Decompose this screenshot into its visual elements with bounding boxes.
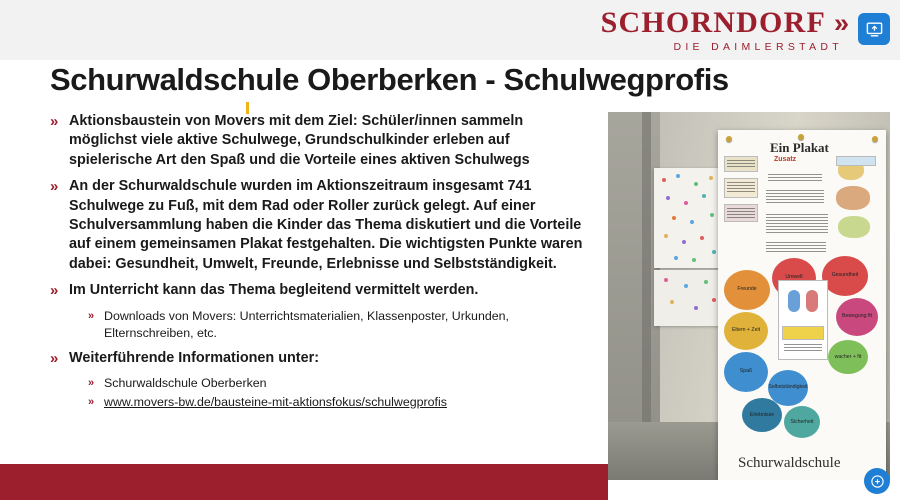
- bullet-marker-icon: »: [88, 396, 95, 409]
- poster-title: Ein Plakat: [770, 140, 829, 155]
- bullet-marker-icon: »: [50, 349, 59, 367]
- logo-wordmark: SCHORNDORF: [600, 6, 826, 39]
- poster-blob-label: Gesundheit: [831, 272, 859, 278]
- confetti-sheet-upper: [654, 168, 722, 268]
- poster-blob-label: Selbstständigkeit: [768, 384, 808, 391]
- list-item-text: Aktionsbaustein von Movers mit dem Ziel: Schüler/innen sammeln möglichst viele aktive Schulwege, Grundschulkinder erleben auf spielerische Art den Spaß und die Vorteile eines aktiven Schulwegs: [69, 113, 530, 168]
- list-item-text: An der Schurwaldschule wurden im Aktionszeitraum insgesamt 741 Schulwege zu Fuß, mit dem Rad oder Roller zurück gelegt. Auf einer Schulversammlung haben die Kinder das Thema diskutiert und die Vorteile auf einem gemeinsamen Plakat festgehalten. Die wichtigsten Punkte waren dabei: Gesundheit, Umwelt, Freunde, Erlebnisse und Selbstständigkeit.: [69, 178, 583, 272]
- confetti-dots: [654, 270, 722, 326]
- screen-share-icon[interactable]: [858, 13, 890, 45]
- poster-blob-label: Freunde: [737, 286, 757, 292]
- school-poster: [718, 130, 886, 480]
- slide-header-bar: [0, 0, 900, 60]
- list-item: [50, 177, 595, 274]
- bullet-marker-icon: »: [50, 282, 59, 300]
- list-item-sub: [88, 375, 595, 392]
- list-item-text: Downloads von Movers: Unterrichtsmaterialien, Klassenposter, Urkunden, Elternschreiben, etc.: [104, 308, 509, 340]
- poster-blob-label: Sicherheit: [790, 418, 814, 425]
- share-badge-icon[interactable]: [864, 468, 890, 494]
- page-title: Schurwaldschule Oberberken - Schulwegprofis: [50, 62, 729, 97]
- poster-blob-label: Umwelt: [785, 274, 803, 280]
- slide-footer-bar: [0, 464, 608, 500]
- confetti-sheet-lower: [654, 270, 722, 326]
- poster-blob-label: Erlebnisse: [749, 411, 775, 418]
- list-item: [50, 112, 595, 170]
- footer-spacer: [608, 480, 900, 500]
- bullet-marker-icon: »: [50, 178, 59, 196]
- list-item: [50, 349, 595, 368]
- logo-chevron-icon: »: [833, 7, 845, 38]
- poster-blob-label: Bewegung fit: [842, 313, 872, 320]
- list-item-text: Weiterführende Informationen unter:: [69, 349, 319, 366]
- poster-subtitle: Zusatz: [774, 156, 797, 163]
- logo-tagline: DIE DAIMLERSTADT: [673, 41, 843, 53]
- bullet-list: [50, 112, 595, 413]
- poster-footer-text: Schurwaldschule: [738, 455, 841, 471]
- list-item-text: Im Unterricht kann das Thema begleitend vermittelt werden.: [69, 282, 479, 299]
- bullet-marker-icon: »: [50, 113, 59, 130]
- poster-blob-label: wacher + fit: [834, 353, 862, 360]
- bullet-marker-icon: »: [88, 309, 95, 322]
- poster-blob-label: Spaß: [739, 368, 753, 374]
- schorndorf-logo: [601, 8, 845, 53]
- poster-photo: [608, 112, 890, 480]
- list-item: [50, 281, 595, 300]
- confetti-dots: [654, 168, 722, 268]
- movers-link[interactable]: www.movers-bw.de/bausteine-mit-aktionsfokus/schulwegprofis: [104, 395, 447, 410]
- list-item-text: Schurwaldschule Oberberken: [104, 376, 267, 391]
- list-item-sub: [88, 308, 595, 342]
- bullet-marker-icon: »: [88, 377, 95, 390]
- list-item-sub-link[interactable]: [88, 394, 595, 411]
- poster-blob-label: Eltern + Zeit: [731, 327, 761, 334]
